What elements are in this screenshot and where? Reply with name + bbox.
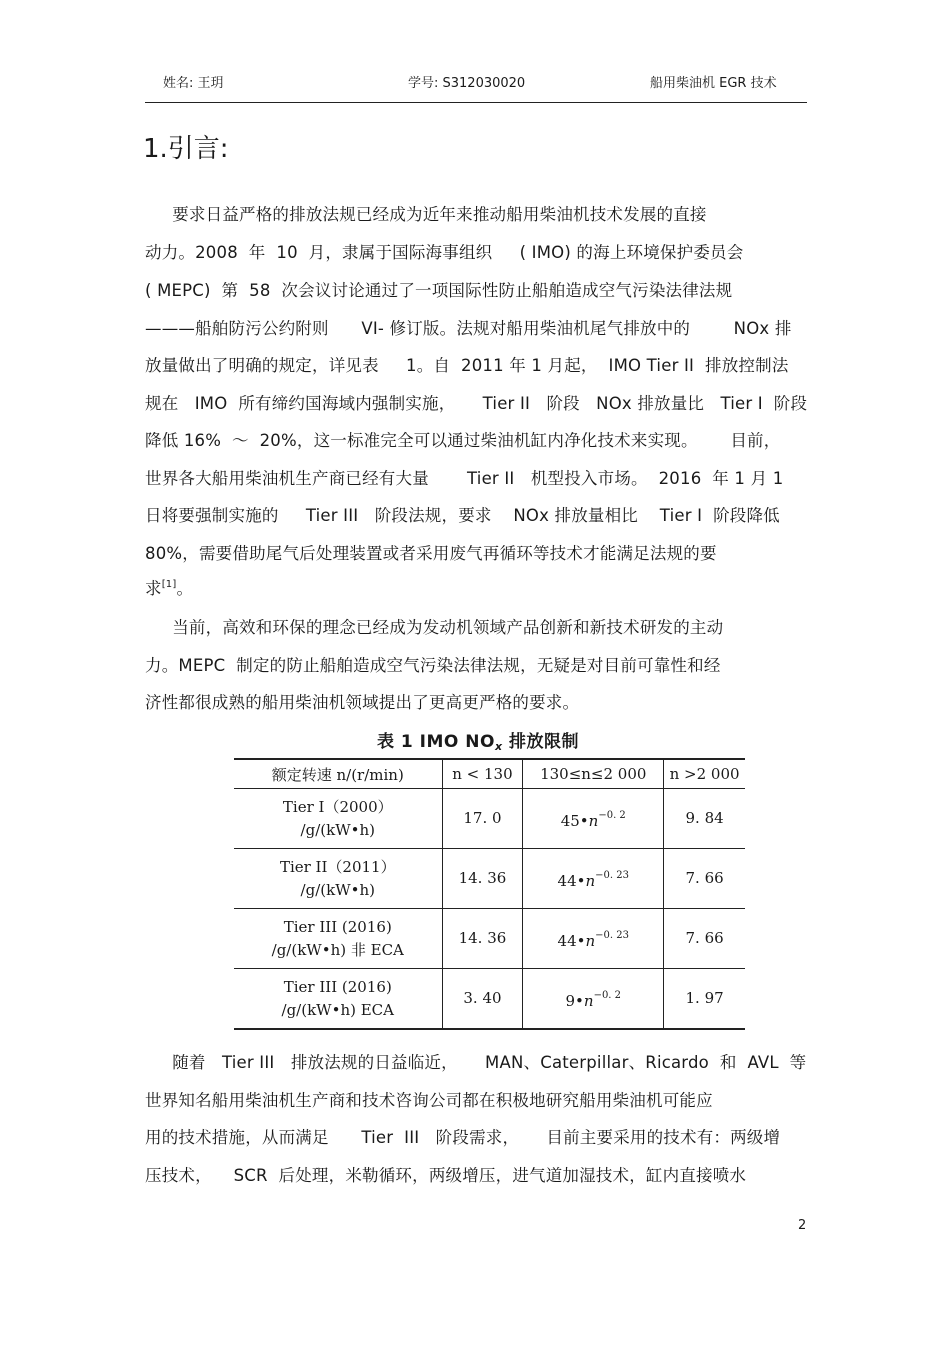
page-number: 2 [798,1218,807,1233]
formula-coef: 9• [565,992,584,1010]
table-row [234,969,745,1030]
paragraph-line: ———船舶防污公约附则 VI- 修订版。法规对船用柴油机尾气排放中的 NOx 排 [145,319,792,338]
value-cell: 7. 66 [664,849,745,909]
caption-subscript: x [494,740,503,753]
formula-var: n [585,932,596,950]
table-row [234,789,745,849]
formula-exponent: −0. 2 [593,990,622,1001]
tier-cell [234,969,442,1030]
paragraph-line: 当前，高效和环保的理念已经成为发动机领域产品创新和新技术研发的主动 [145,618,724,637]
paragraph-line: 日将要强制实施的 Tier III 阶段法规，要求 NOx 排放量相比 Tier I 阶段降低 [145,506,780,525]
table-row [234,909,745,969]
nox-limit-table [234,758,745,1030]
paragraph-line: 动力。2008 年 10 月，隶属于国际海事组织 ( IMO) 的海上环境保护委员会 [145,243,744,262]
tier-label: Tier I（2000） [282,797,393,816]
paragraph-line: 放量做出了明确的规定，详见表 1。自 2011 年 1 月起， IMO Tier II 排放控制法 [145,356,789,375]
tier-label: Tier II（2011） [279,857,396,876]
formula-exponent: −0. 2 [598,810,626,821]
formula-exponent: −0. 23 [595,930,629,941]
formula-coef: 45• [560,812,589,830]
paragraph-line-last [145,575,193,599]
tier-unit: /g/(kW•h) [300,820,375,839]
value-cell: 3. 40 [442,969,523,1030]
tier-unit: /g/(kW•h) [300,880,375,899]
paragraph-line: 要求日益严格的排放法规已经成为近年来推动船用柴油机技术发展的直接 [145,205,707,224]
tier-label: Tier III (2016) [283,977,392,996]
page-header [145,72,807,103]
value-cell: 7. 66 [664,909,745,969]
formula-power [584,992,621,1010]
header-name: 姓名: 王玥 [163,76,224,91]
formula-cell [523,789,664,849]
formula-cell [523,969,664,1030]
table-row [234,849,745,909]
paragraph-text: 求 [145,579,162,598]
table-caption [377,727,579,753]
paragraph-line: 力。MEPC 制定的防止船舶造成空气污染法律法规，无疑是对目前可靠性和经 [145,656,721,675]
paragraph-line: 80%，需要借助尾气后处理装置或者采用废气再循环等技术才能满足法规的要 [145,544,717,563]
header-cell: n >2 000 [664,759,745,789]
value-cell: 1. 97 [664,969,745,1030]
formula-cell [523,849,664,909]
header-cell: 额定转速 n/(r/min) [234,759,442,789]
header-student-id: 学号: S312030020 [408,76,526,91]
tier-cell [234,789,442,849]
header-cell: 130≤n≤2 000 [523,759,664,789]
caption-text: 排放限制 [502,732,579,752]
caption-text: 表 1 IMO NO [377,732,495,752]
section-title: 1.引言: [143,134,229,164]
formula-exponent: −0. 23 [595,870,629,881]
table-header-row [234,759,745,789]
paragraph-line: 降低 16% ～ 20%，这一标准完全可以通过柴油机缸内净化技术来实现。 目前， [145,431,781,450]
paragraph-text: 。 [176,579,194,598]
formula-coef: 44• [557,872,586,890]
tier-label: Tier III (2016) [283,917,392,936]
paragraph-line: 随着 Tier III 排放法规的日益临近， MAN、Caterpillar、Ricardo 和 AVL 等 [145,1053,807,1072]
value-cell: 14. 36 [442,849,523,909]
formula-power [589,812,626,830]
paragraph-line: 世界知名船用柴油机生产商和技术咨询公司都在积极地研究船用柴油机可能应 [145,1091,713,1110]
paragraph-line: 压技术， SCR 后处理，米勒循环，两级增压，进气道加湿技术，缸内直接喷水 [145,1166,747,1185]
value-cell: 14. 36 [442,909,523,969]
formula-power [585,932,629,950]
formula-cell [523,909,664,969]
formula-coef: 44• [557,932,586,950]
paragraph-line: ( MEPC) 第 58 次会议讨论通过了一项国际性防止船舶造成空气污染法律法规 [145,281,733,300]
citation-mark: [1] [161,579,177,590]
tier-cell [234,849,442,909]
paragraph-line: 规在 IMO 所有缔约国海域内强制实施， Tier II 阶段 NOx 排放量比 Tier I 阶段 [145,394,808,413]
tier-unit: /g/(kW•h) 非 ECA [271,940,404,959]
tier-cell [234,909,442,969]
formula-var: n [588,812,599,830]
value-cell: 17. 0 [442,789,523,849]
formula-var: n [585,872,596,890]
tier-unit: /g/(kW•h) ECA [281,1000,394,1019]
paragraph-line: 济性都很成熟的船用柴油机领域提出了更高更严格的要求。 [145,693,580,712]
formula-var: n [583,992,594,1010]
paragraph-line: 世界各大船用柴油机生产商已经有大量 Tier II 机型投入市场。 2016 年 1 月 1 [145,469,784,488]
header-cell: n < 130 [442,759,523,789]
formula-power [585,872,629,890]
header-topic: 船用柴油机 EGR 技术 [650,76,777,91]
paragraph-line: 用的技术措施，从而满足 Tier III 阶段需求， 目前主要采用的技术有：两级增 [145,1128,781,1147]
value-cell: 9. 84 [664,789,745,849]
